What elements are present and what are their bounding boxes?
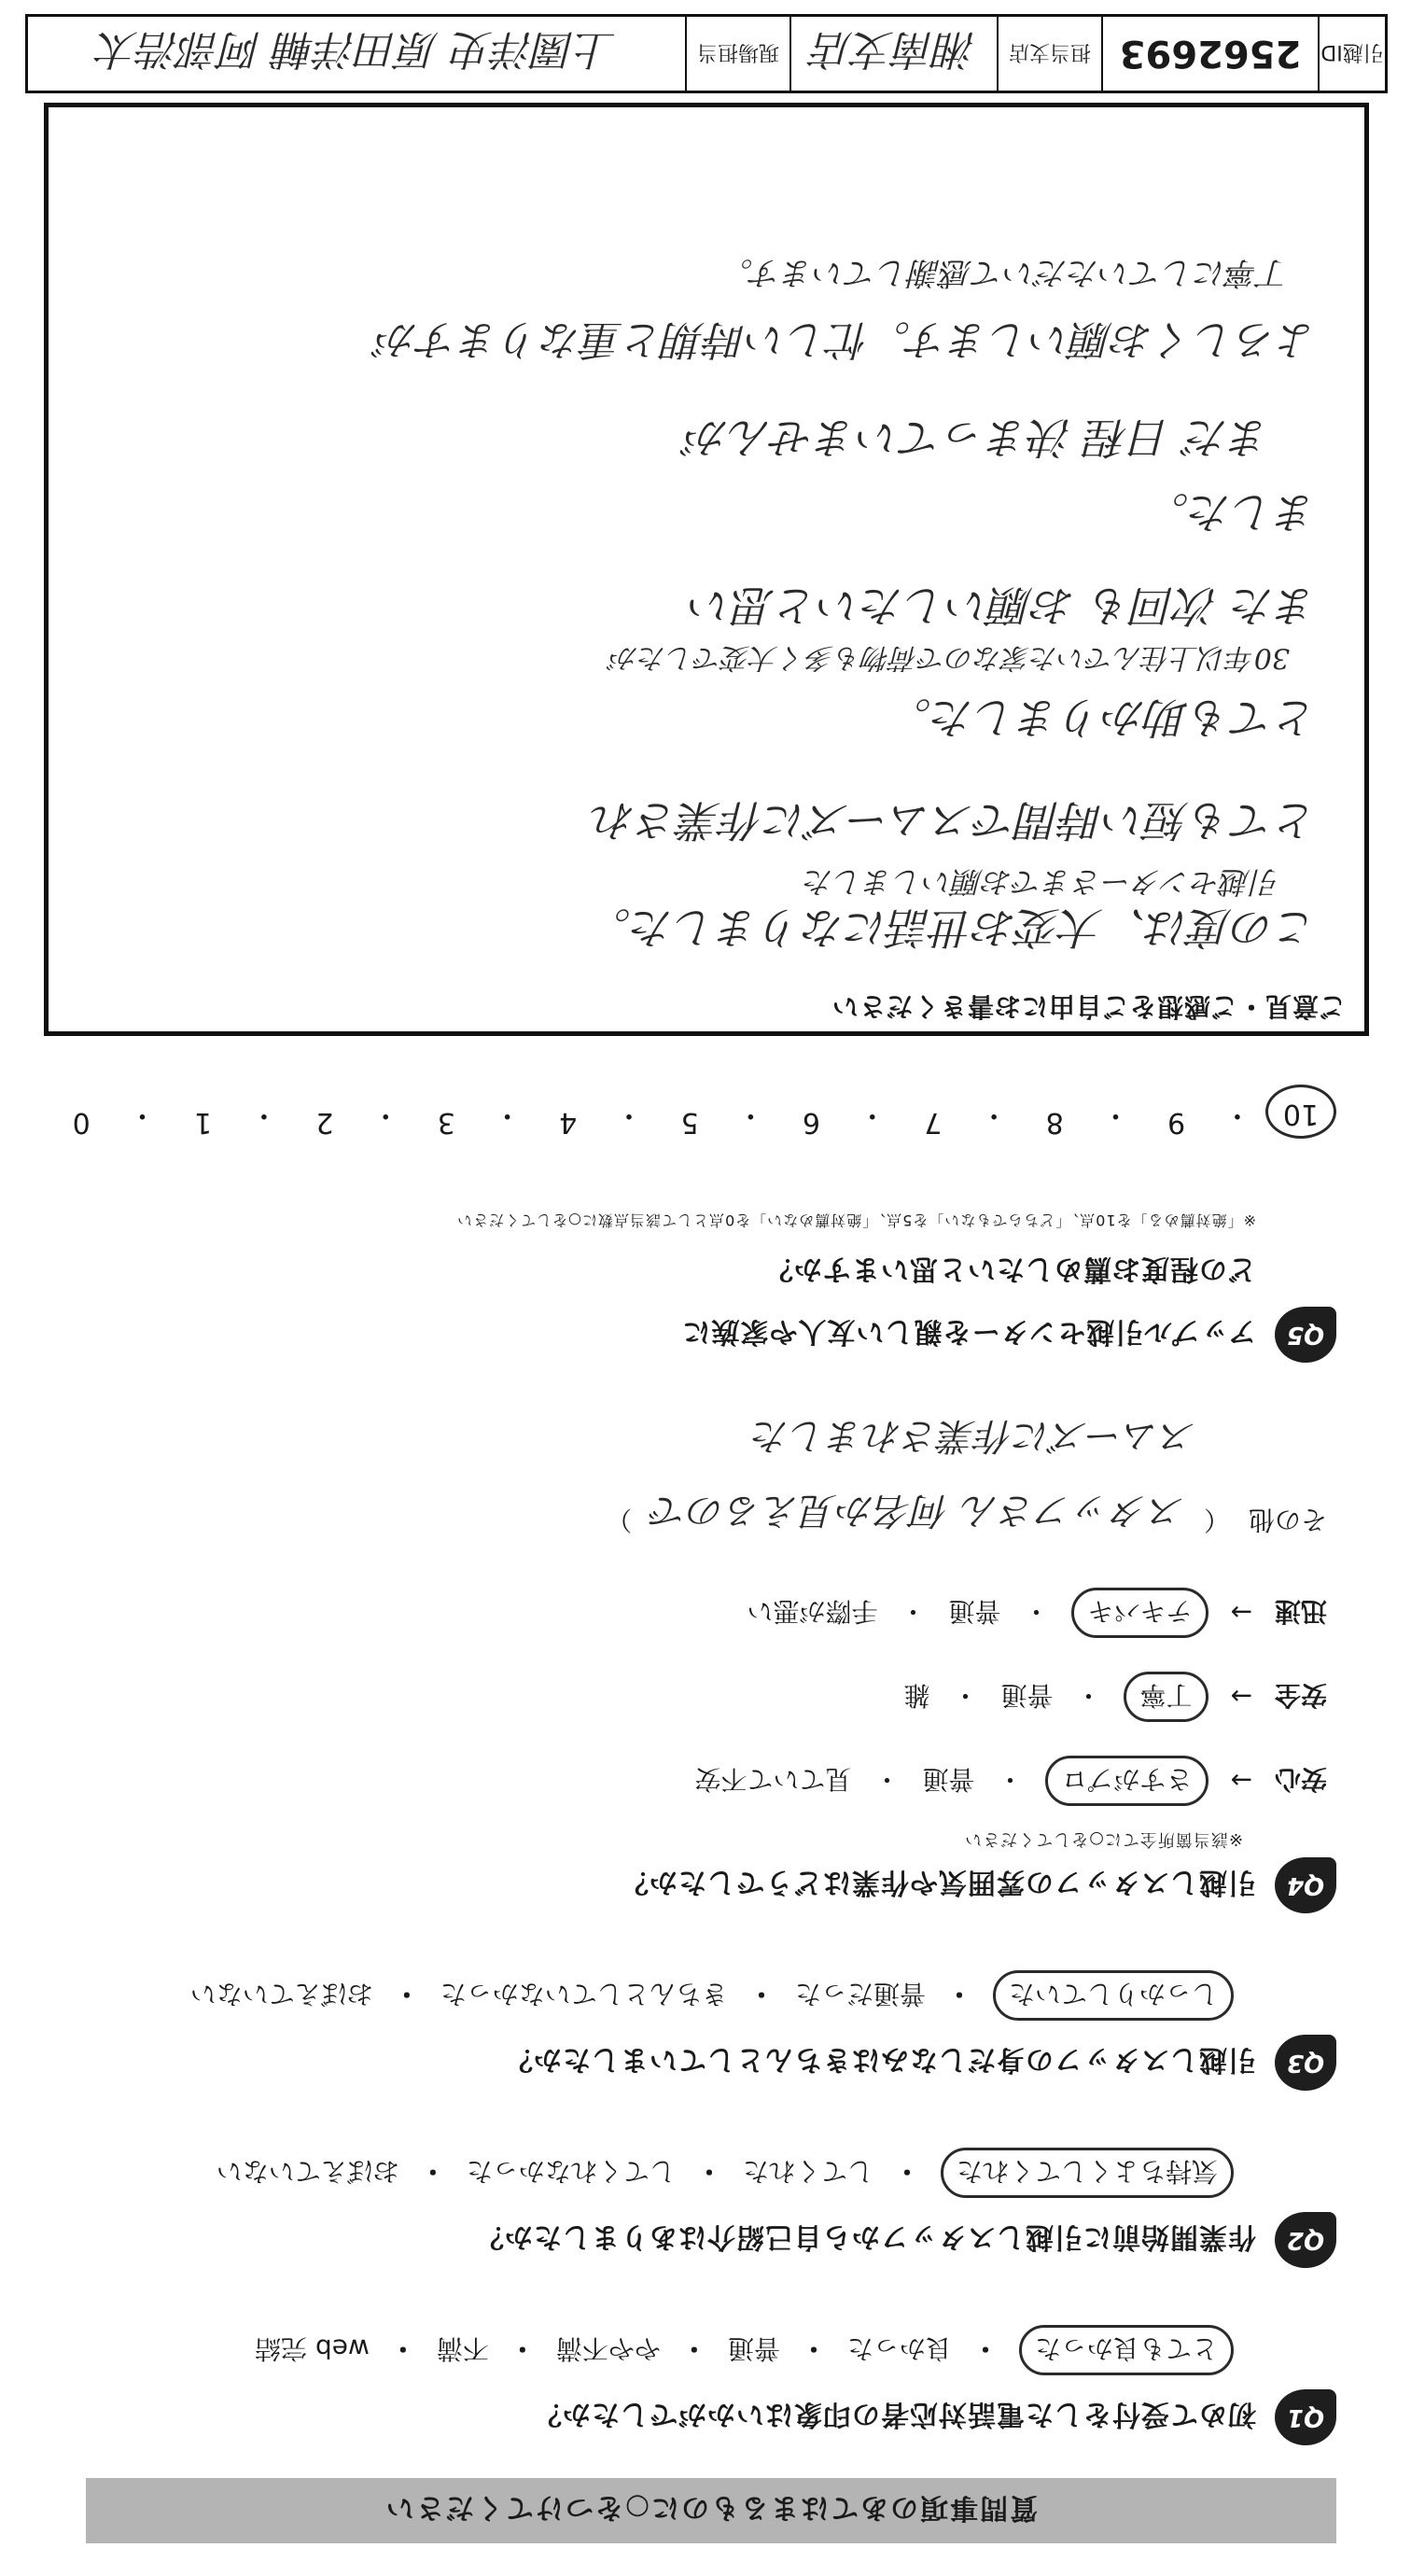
comment-line: 30年以上住んでいた家なので荷物も多く大変でしたが (609, 641, 1290, 674)
q2-option[interactable]: してくれなかった (466, 2156, 676, 2187)
q3-option[interactable]: きちんとしていなかった (440, 1979, 728, 2009)
scale-option[interactable]: 10 (1265, 1085, 1336, 1139)
q1-option[interactable]: 普通 (727, 2333, 780, 2364)
comment-line: この度は、大変お世話になりました。 (588, 903, 1318, 953)
q4-option[interactable]: 普通 (1000, 1680, 1054, 1711)
q1-options: とても良かった ・ 良かった ・ 普通 ・ やや不満 ・ 不満 ・ web 完結 (255, 2325, 1234, 2375)
scale-option[interactable]: 8 (1045, 1106, 1064, 1139)
q5-text-line2: どの程度お薦めしたいと思いますか？ (764, 1253, 1256, 1285)
q3-badge: Q3 (1275, 2035, 1336, 2091)
comment-line: とても助かりました。 (888, 693, 1318, 743)
comment-line: まだ 日程 決まっていませんが (685, 413, 1271, 463)
q4-badge: Q4 (1275, 1857, 1336, 1913)
scale-option[interactable]: 7 (924, 1106, 943, 1139)
comment-title: ご意見・ご感想をご自由にお書きください (831, 991, 1346, 1022)
q2-option[interactable]: 気持ちよくしてくれた (941, 2148, 1234, 2198)
scale-option[interactable]: 1 (194, 1106, 213, 1139)
scale-option[interactable]: 5 (680, 1106, 699, 1139)
footer-table (25, 14, 1388, 93)
q1-badge: Q1 (1275, 2389, 1336, 2445)
q5-note: ※「絶対薦める」を10点、「どちらでもない」を5点、「絶対薦めない」を0点として該当点数に○をしてください (456, 1211, 1256, 1229)
id-value: 2562693 (1101, 17, 1318, 91)
q4-option[interactable]: 丁寧 (1125, 1672, 1208, 1722)
q1-text: 初めて受付をした電話対応者の印象はいかがでしたか？ (533, 2398, 1256, 2430)
q4-other: その他 （ スタッフさん 何名か見えるので ） (606, 1487, 1327, 1540)
q4-row-anshin: 安心 → さすがプロ ・ 普通 ・ 見ていて不安 (694, 1756, 1327, 1806)
q1-option[interactable]: 不満 (436, 2333, 489, 2364)
q4-row-jinsoku: 迅速 → テキパキ ・ 普通 ・ 手際が悪い (747, 1588, 1327, 1638)
q5-scale: 10 ・ 9 ・ 8 ・ 7 ・ 6 ・ 5 ・ 4 ・ 3 ・ 2 ・ 1 ・ 0 (49, 1085, 1336, 1139)
branch-value: 湘南支店 (789, 17, 997, 91)
q4-option[interactable]: 雑 (903, 1680, 930, 1711)
q2-text: 作業開始前に引越しスタッフから自己紹介はありましたか？ (475, 2220, 1256, 2253)
q5-badge: Q5 (1275, 1307, 1336, 1363)
question-2 (475, 2212, 1336, 2268)
question-4 (620, 1857, 1336, 1913)
q1-option[interactable]: 良かった (846, 2333, 952, 2364)
q4-option[interactable]: 普通 (922, 1764, 975, 1795)
q4-option[interactable]: 見ていて不安 (694, 1764, 852, 1795)
q4-text: 引越しスタッフの雰囲気や作業はどうでしたか？ (620, 1866, 1256, 1898)
scale-option[interactable]: 2 (315, 1106, 334, 1139)
q4-other-label: その他 (1248, 1505, 1327, 1535)
comment-line: ました。 (1146, 487, 1318, 538)
instruction-banner: 質問事項のあてはまるものに○をつけてください (86, 2478, 1336, 2543)
staff-label: 現場担当 (685, 17, 789, 91)
q2-options: 気持ちよくしてくれた ・ してくれた ・ してくれなかった ・ おぼえていない (217, 2148, 1234, 2198)
comment-line: よろしくお願いします。忙しい時期と重なりますが (376, 315, 1318, 363)
q4-row-label: 迅速 (1274, 1596, 1327, 1627)
scale-option[interactable]: 0 (72, 1106, 91, 1139)
q3-option[interactable]: 普通だった (794, 1979, 926, 2009)
scale-option[interactable]: 4 (559, 1106, 578, 1139)
q1-option[interactable]: web 完結 (255, 2333, 370, 2364)
q4-option[interactable]: さすがプロ (1046, 1756, 1208, 1806)
question-3 (504, 2035, 1336, 2091)
q2-option[interactable]: おぼえていない (216, 2156, 399, 2187)
q3-text: 引越しスタッフの身だしなみはきちんとしていましたか？ (504, 2043, 1256, 2076)
q4-option[interactable]: テキパキ (1072, 1588, 1208, 1638)
q4-row-label: 安心 (1274, 1764, 1327, 1795)
comment-line: また 次回も お願いしたいと思い (689, 581, 1318, 631)
id-label: 引越ID (1318, 17, 1385, 91)
q3-options: しっかりしていた ・ 普通だった ・ きちんとしていなかった ・ おぼえていない (190, 1970, 1234, 2021)
q5-text-line1: アップル引越センターを親しい友人や家族に (681, 1315, 1256, 1348)
q4-note: ※該当箇所全てに○をしてください (964, 1829, 1243, 1849)
q4-other-text[interactable]: スタッフさん 何名か見えるので (650, 1489, 1185, 1532)
q4-option[interactable]: 手際が悪い (747, 1596, 878, 1627)
scale-option[interactable]: 9 (1167, 1106, 1186, 1139)
scale-option[interactable]: 6 (802, 1106, 821, 1139)
q1-option[interactable]: やや不満 (555, 2333, 661, 2364)
scale-option[interactable]: 3 (437, 1106, 455, 1139)
comment-line: とても短い時間でスムーズに作業され (592, 795, 1318, 846)
q1-option[interactable]: とても良かった (1019, 2325, 1234, 2375)
q3-option[interactable]: おぼえていない (189, 1979, 373, 2009)
q4-other-text-line2: スムーズに作業されました (752, 1414, 1196, 1457)
q4-row-anzen: 安全 → 丁寧 ・ 普通 ・ 雑 (903, 1672, 1327, 1722)
q2-badge: Q2 (1275, 2212, 1336, 2268)
comment-line: 引越センターさまでお願いしました (803, 864, 1280, 900)
question-1 (533, 2389, 1336, 2445)
staff-value: 上園洋史 原田洋輔 阿部浩太 (97, 25, 616, 74)
q3-option[interactable]: しっかりしていた (993, 1970, 1234, 2021)
q4-option[interactable]: 普通 (948, 1596, 1001, 1627)
q2-option[interactable]: してくれた (742, 2156, 873, 2187)
comment-line: 丁寧にしていただいて感謝しています。 (720, 254, 1290, 291)
question-5 (682, 1307, 1337, 1363)
branch-label: 担当支店 (997, 17, 1101, 91)
q4-row-label: 安全 (1274, 1680, 1327, 1711)
